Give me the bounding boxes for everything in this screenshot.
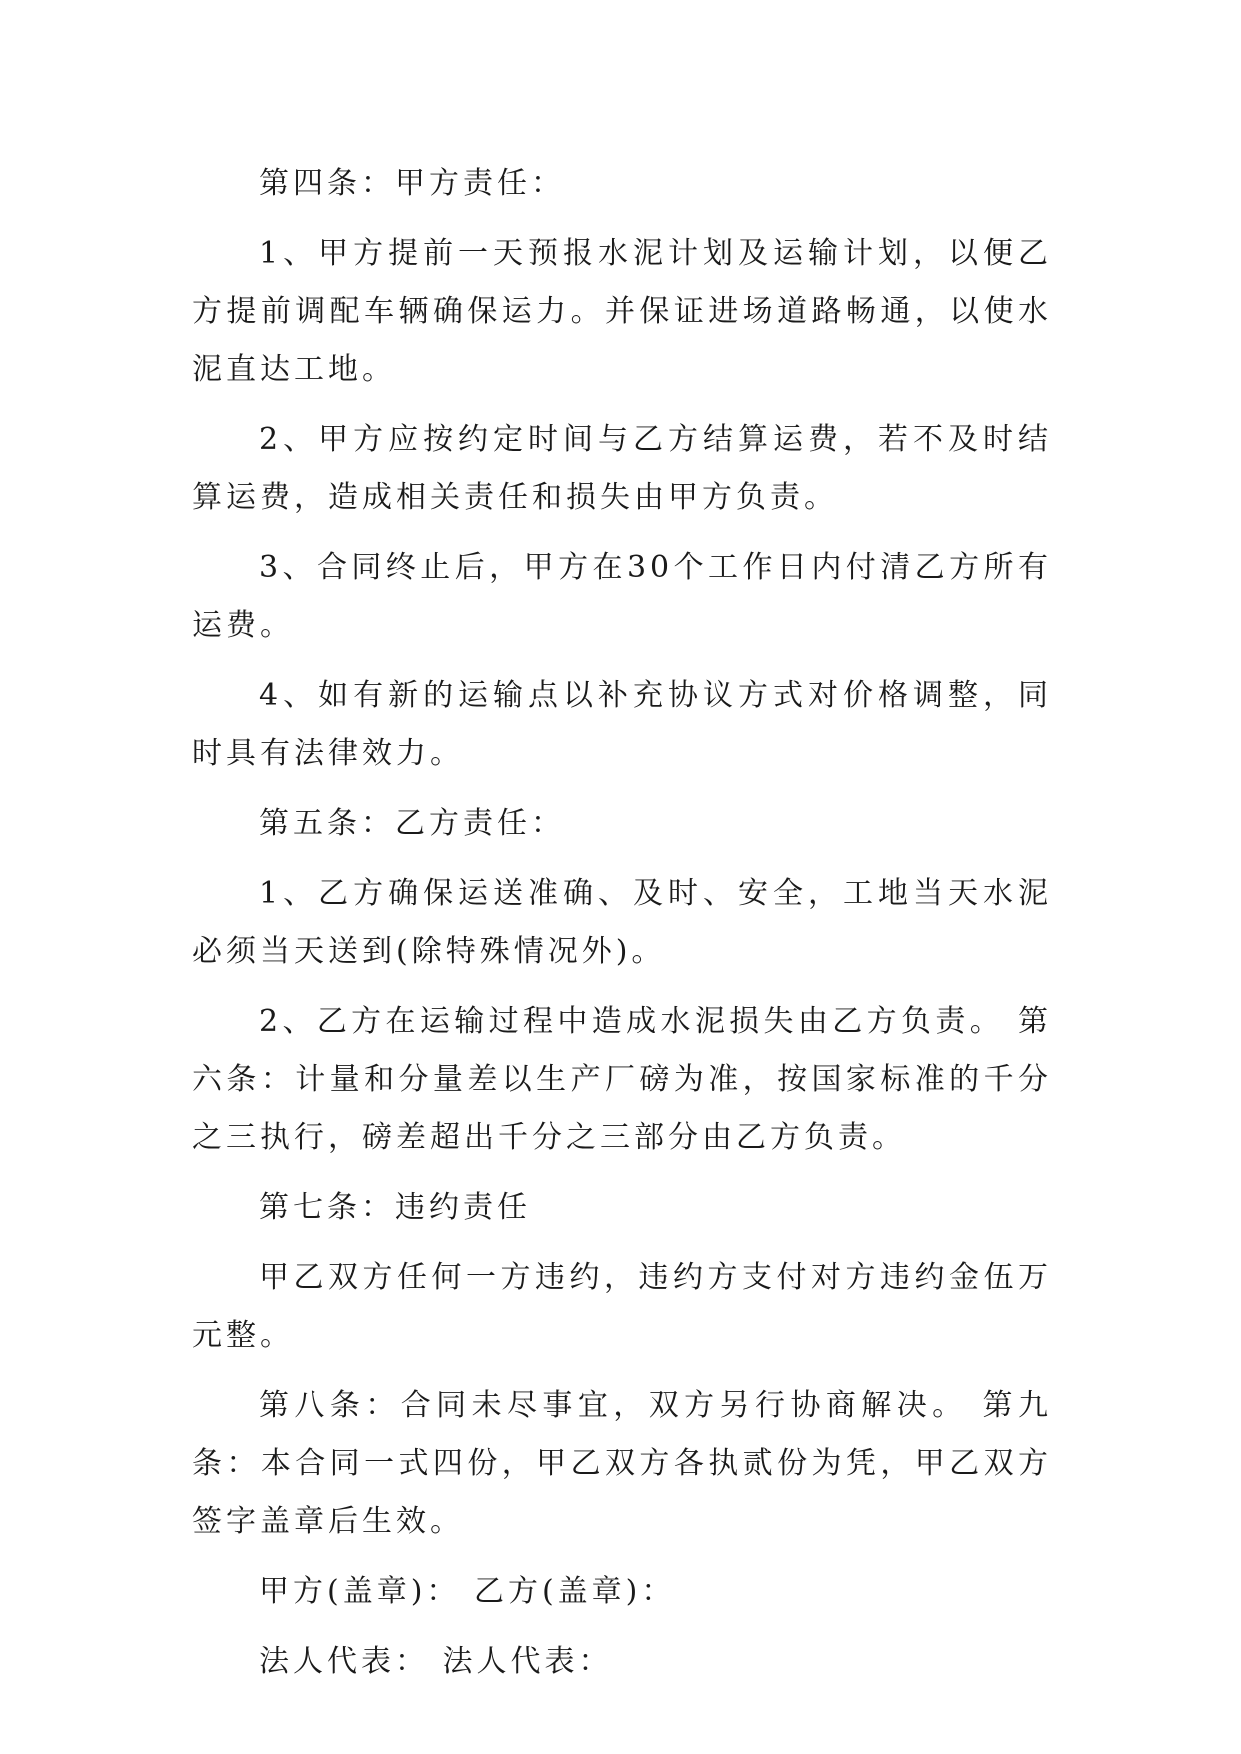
article-5-clause-1: 1、乙方确保运送准确、及时、安全，工地当天水泥必须当天送到(除特殊情况外)。 bbox=[192, 876, 1052, 969]
article-7-heading: 第七条：违约责任 bbox=[259, 1190, 531, 1225]
article-8-and-article-9: 第八条：合同未尽事宜，双方另行协商解决。 第九条：本合同一式四份，甲乙双方各执贰份为凭，甲乙双方签字盖章后生效。 bbox=[192, 1388, 1052, 1539]
legal-representative-line: 法人代表： 法人代表： bbox=[259, 1644, 613, 1679]
seal-line: 甲方(盖章)： 乙方(盖章)： bbox=[259, 1574, 676, 1609]
article-5-clause-2-and-article-6: 2、乙方在运输过程中造成水泥损失由乙方负责。 第六条：计量和分量差以生产厂磅为准，按国家标准的千分之三执行，磅差超出千分之三部分由乙方负责。 bbox=[192, 1004, 1052, 1155]
article-5-heading: 第五条：乙方责任： bbox=[259, 806, 565, 841]
article-4-clause-3: 3、合同终止后，甲方在30个工作日内付清乙方所有运费。 bbox=[192, 550, 1052, 643]
article-7-text: 甲乙双方任何一方违约，违约方支付对方违约金伍万元整。 bbox=[192, 1260, 1052, 1353]
article-4-clause-4: 4、如有新的运输点以补充协议方式对价格调整，同时具有法律效力。 bbox=[192, 678, 1052, 771]
article-4-heading: 第四条：甲方责任： bbox=[259, 166, 565, 201]
article-4-clause-2: 2、甲方应按约定时间与乙方结算运费，若不及时结算运费，造成相关责任和损失由甲方负责。 bbox=[192, 422, 1052, 515]
contract-body bbox=[192, 155, 1052, 1703]
article-4-clause-1: 1、甲方提前一天预报水泥计划及运输计划，以便乙方提前调配车辆确保运力。并保证进场道路畅通，以使水泥直达工地。 bbox=[192, 236, 1052, 387]
